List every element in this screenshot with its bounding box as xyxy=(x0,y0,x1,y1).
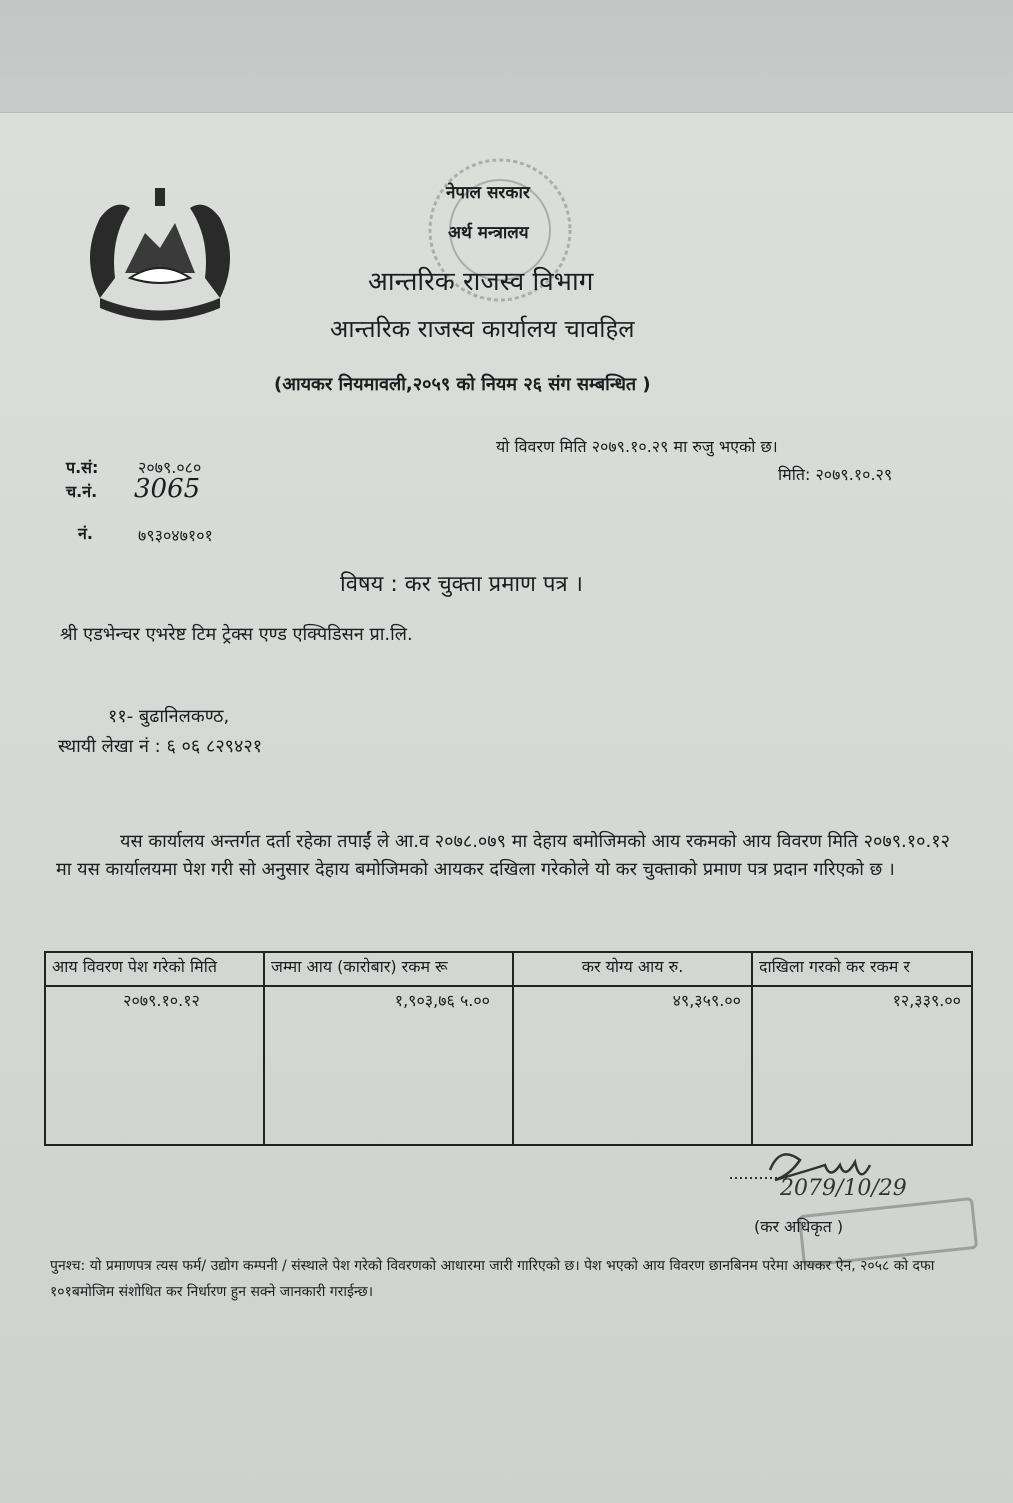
table-row xyxy=(45,986,972,1145)
office-name: आन्तरिक राजस्व कार्यालय चावहिल xyxy=(330,315,635,343)
cell-tax-paid: १२,३३९.०० xyxy=(752,986,972,1145)
no-value: ७९३०४७१०१ xyxy=(138,526,213,545)
background-top xyxy=(0,0,1013,112)
verification-note: यो विवरण मिति २०७९.१०.२९ मा रुजु भएको छ। xyxy=(496,437,778,456)
tax-table xyxy=(44,951,973,1146)
header-filing-date: आय विवरण पेश गरेको मिति xyxy=(45,952,264,986)
subject-line: विषय : कर चुक्ता प्रमाण पत्र । xyxy=(340,572,583,597)
issue-date: मिति: २०७९.१०.२९ xyxy=(778,465,893,484)
cell-filing-date: २०७९.१०.१२ xyxy=(45,986,264,1145)
pan-number: स्थायी लेखा नं : ६ ०६ ८२९४२१ xyxy=(58,736,263,757)
cn-value: 3065 xyxy=(134,474,201,504)
header-total-income: जम्मा आय (कारोबार) रकम रू xyxy=(264,952,513,986)
nepal-emblem-icon xyxy=(70,178,250,328)
signature-date: 2079/10/29 xyxy=(780,1176,907,1201)
signatory-title: (कर अधिकृत ) xyxy=(754,1217,844,1236)
certificate-body: यस कार्यालय अन्तर्गत दर्ता रहेका तपाईं ले आ.व २०७८.०७९ मा देहाय बमोजिमको आय रकमको आय विवरण मिति २०७९.१०.१२ मा यस कार्यालयमा पेश गरी सो अनुसार देहाय बमोजिमको आयकर दखिला गरेकोले यो कर चुक्ताको प्रमाण पत्र प्रदान गरिएको छ । xyxy=(56,831,950,880)
cn-label: च.नं. xyxy=(66,482,98,501)
cell-taxable-income: ४९,३५९.०० xyxy=(513,986,752,1145)
gov-name: नेपाल सरकार xyxy=(446,183,530,203)
ps-value: २०७९.०८० xyxy=(138,458,202,477)
footnote: पुनश्च: यो प्रमाणपत्र त्यस फर्म/ उद्योग कम्पनी / संस्थाले पेश गरेको विवरणको आधारमा जारी गारिएको छ। पेश भएको आय विवरण छानबिनम परेमा आयकर ऐन, २०५८ को दफा १०१बमोजिम संशोधित कर निर्धारण हुन सक्ने जानकारी गराईन्छ। xyxy=(50,1258,935,1300)
ministry-name: अर्थ मन्त्रालय xyxy=(448,223,529,243)
ps-label: प.सं: xyxy=(66,458,99,477)
recipient-address: ११- बुढानिलकण्ठ, xyxy=(108,706,230,727)
header-tax-paid: दाखिला गरको कर रकम र xyxy=(752,952,972,986)
no-label: नं. xyxy=(78,524,93,543)
department-name: आन्तरिक राजस्व विभाग xyxy=(368,267,594,297)
cell-total-income: १,९०३,७६ ५.०० xyxy=(264,986,513,1145)
table-header-row xyxy=(45,952,972,986)
rule-reference: (आयकर नियमावली,२०५९ को नियम २६ संग सम्बन्धित ) xyxy=(274,374,651,395)
recipient-name: श्री एडभेन्चर एभरेष्ट टिम ट्रेक्स एण्ड एक्पिडिसन प्रा.लि. xyxy=(60,624,413,645)
header-taxable-income: कर योग्य आय रु. xyxy=(513,952,752,986)
